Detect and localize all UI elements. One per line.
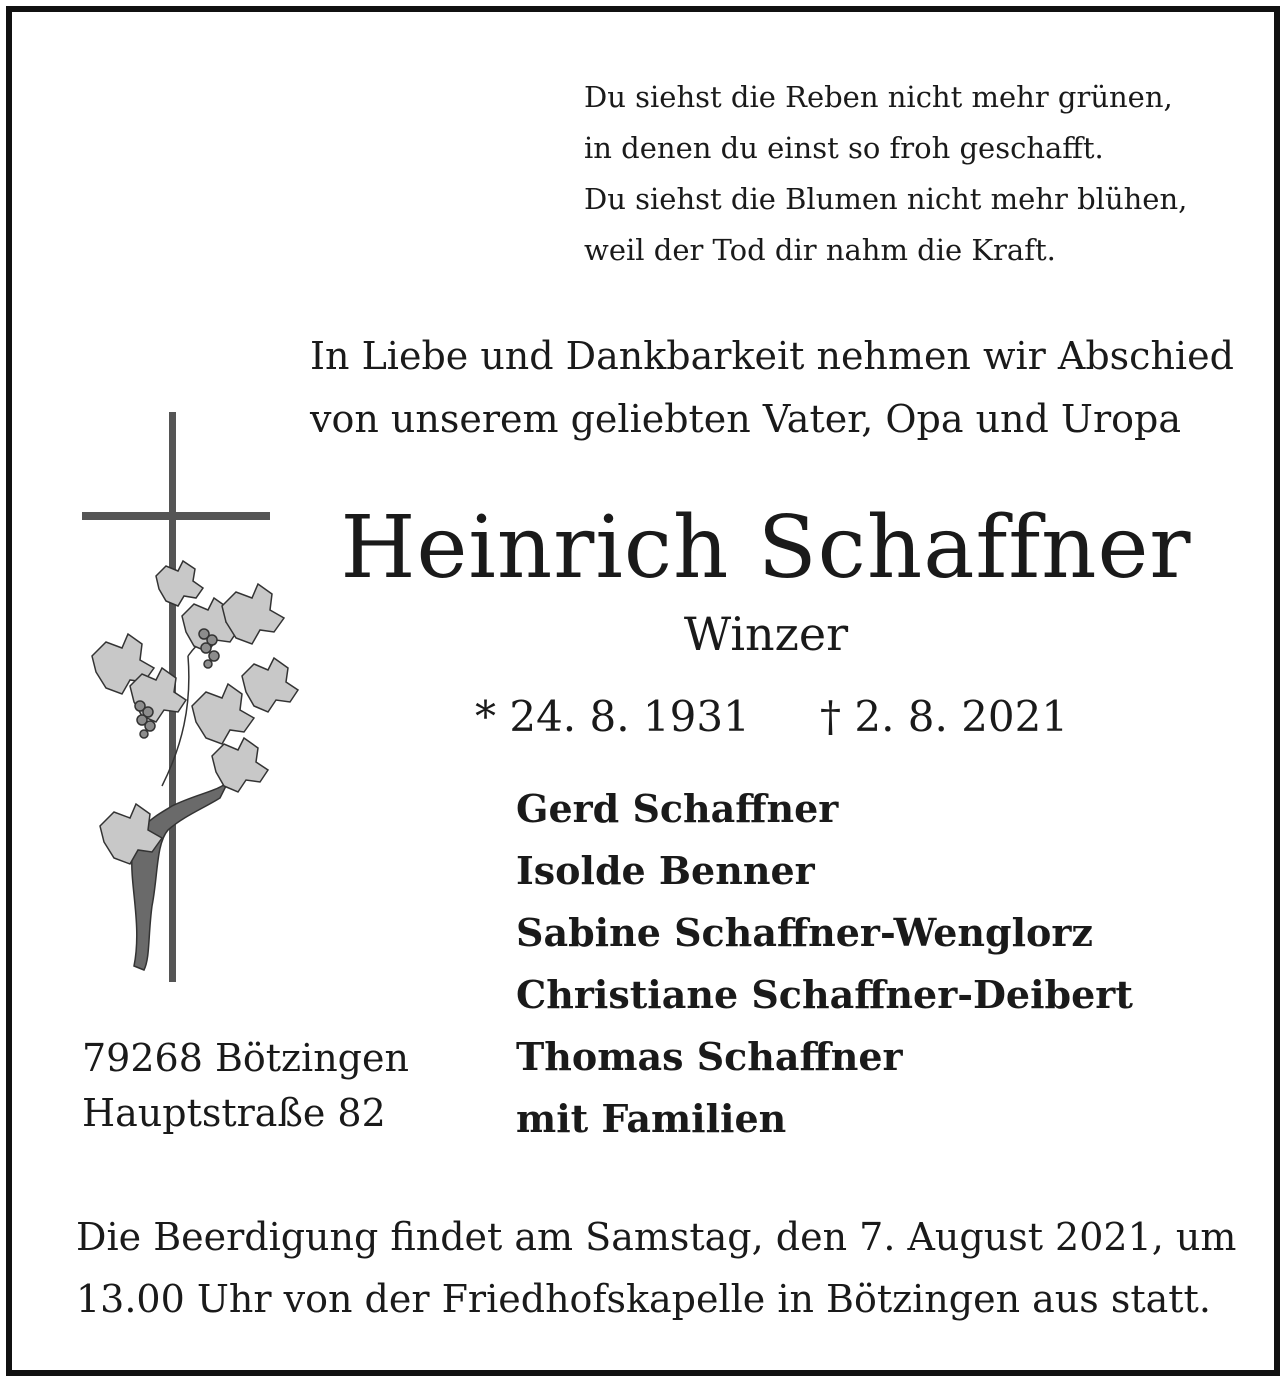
poem-line: Du siehst die Blumen nicht mehr blühen, (584, 182, 1188, 216)
intro-line: In Liebe und Dankbarkeit nehmen wir Abschied (310, 334, 1234, 378)
deceased-occupation: Winzer (683, 607, 849, 661)
funeral-notice (76, 1206, 1236, 1330)
family-address (82, 1031, 409, 1141)
mourners-list (516, 778, 1133, 1150)
poem-line: weil der Tod dir nahm die Kraft. (584, 233, 1056, 267)
poem-line: in denen du einst so froh geschafft. (584, 131, 1104, 165)
mourner-name: Sabine Schaffner-Wenglorz (516, 910, 1093, 955)
address-city: 79268 Bötzingen (82, 1036, 409, 1080)
mourner-name: Thomas Schaffner (516, 1034, 903, 1079)
obituary-notice (6, 6, 1280, 1376)
mourner-name: mit Familien (516, 1096, 787, 1141)
poem (584, 72, 1187, 276)
mourner-name: Isolde Benner (516, 848, 815, 893)
birth-date: * 24. 8. 1931 (475, 692, 750, 741)
funeral-line: 13.00 Uhr von der Friedhofskapelle in Bötzingen aus statt. (76, 1277, 1211, 1321)
deceased-name: Heinrich Schaffner (340, 498, 1192, 598)
address-street: Hauptstraße 82 (82, 1091, 386, 1135)
farewell-intro (310, 325, 1234, 451)
cross-with-grapevine-icon (72, 406, 312, 986)
death-date: † 2. 8. 2021 (820, 692, 1069, 741)
poem-line: Du siehst die Reben nicht mehr grünen, (584, 80, 1173, 114)
mourner-name: Gerd Schaffner (516, 786, 839, 831)
mourner-name: Christiane Schaffner-Deibert (516, 972, 1133, 1017)
funeral-line: Die Beerdigung findet am Samstag, den 7. August 2021, um (76, 1215, 1237, 1259)
intro-line: von unserem geliebten Vater, Opa und Uropa (310, 397, 1181, 441)
